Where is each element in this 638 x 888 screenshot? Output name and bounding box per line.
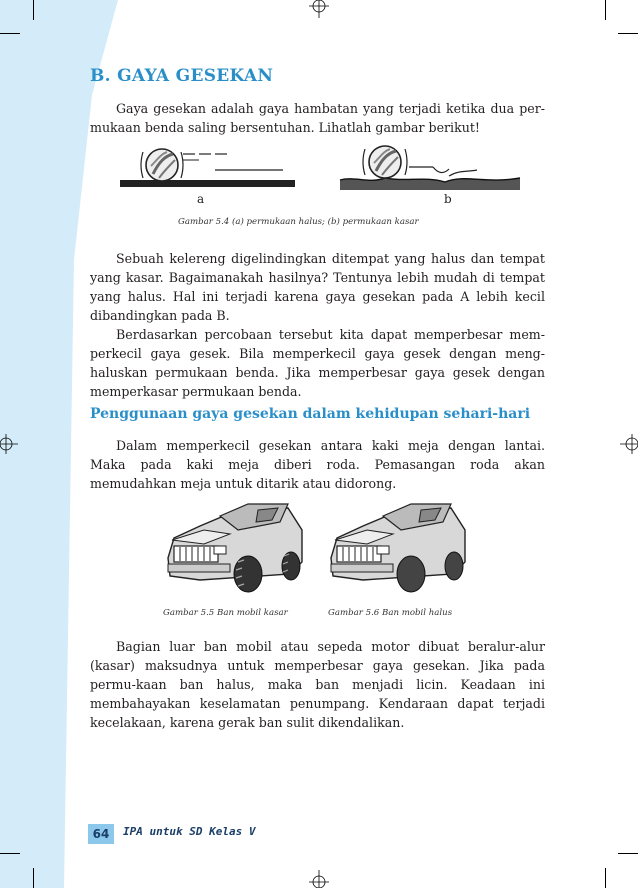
marble-smooth-surface: [120, 149, 295, 187]
crop-mark: [618, 33, 638, 34]
registration-mark-top: [305, 0, 333, 20]
paragraph-1: Sebuah kelereng digelindingkan ditempat yang halus dan tempat yang kasar. Bagaimanakah hasilnya? Tentunya lebih mudah di tempat yang halus. Hal ini terjadi karena gaya gesekan pada A lebih kecil dibandingkan pada B.: [90, 251, 545, 323]
figure-label-b: b: [444, 192, 452, 206]
crop-mark: [618, 853, 638, 854]
book-title: IPA untuk SD Kelas V: [123, 825, 256, 838]
crop-mark: [605, 0, 606, 20]
paragraph-2: Berdasarkan percobaan tersebut kita dapat memperbesar mem-perkecil gaya gesek. Bila memperkecil gaya gesek dengan meng-haluskan permukaan benda. Jika memperbesar gaya gesek dengan memperkasar permukaan benda.: [90, 327, 545, 399]
figure-caption-smooth-tire: Gambar 5.6 Ban mobil halus: [328, 608, 453, 618]
paragraph-4: Bagian luar ban mobil atau sepeda motor dibuat beralur-alur (kasar) maksudnya untuk memperbesar gaya gesekan. Jika pada permu-kaan ban halus, maka ban menjadi licin. Keadaan ini membahayakan keselamatan penumpang. Kendaraan dapat terjadi kecelakaan, karena gerak ban sulit dikendalikan.: [90, 639, 545, 730]
page-number: 64: [88, 824, 114, 844]
car-illustration-smooth-tire: [323, 500, 468, 596]
registration-mark-left: [0, 430, 20, 458]
registration-mark-bottom: [305, 868, 333, 888]
figure-caption-marbles: Gambar 5.4 (a) permukaan halus; (b) permukaan kasar: [178, 217, 419, 227]
crop-mark: [0, 33, 20, 34]
figure-label-a: a: [197, 192, 205, 206]
crop-mark: [605, 868, 606, 888]
paragraph-intro: Gaya gesekan adalah gaya hambatan yang terjadi ketika dua per-mukaan benda saling bersentuhan. Lihatlah gambar berikut!: [90, 101, 545, 135]
subheading: Penggunaan gaya gesekan dalam kehidupan sehari-hari: [90, 406, 531, 422]
registration-mark-right: [618, 430, 638, 458]
figure-marble-surfaces: [115, 140, 525, 202]
crop-mark: [33, 0, 34, 20]
crop-mark: [33, 868, 34, 888]
section-heading: B. GAYA GESEKAN: [90, 66, 274, 86]
crop-mark: [0, 853, 20, 854]
figure-caption-rough-tire: Gambar 5.5 Ban mobil kasar: [163, 608, 288, 618]
paragraph-3: Dalam memperkecil gesekan antara kaki meja dengan lantai. Maka pada kaki meja diberi roda. Pemasangan roda akan memudahkan meja untuk ditarik atau didorong.: [90, 438, 545, 491]
car-illustration-rough-tire: [160, 500, 305, 596]
marble-rough-surface: [340, 146, 520, 190]
